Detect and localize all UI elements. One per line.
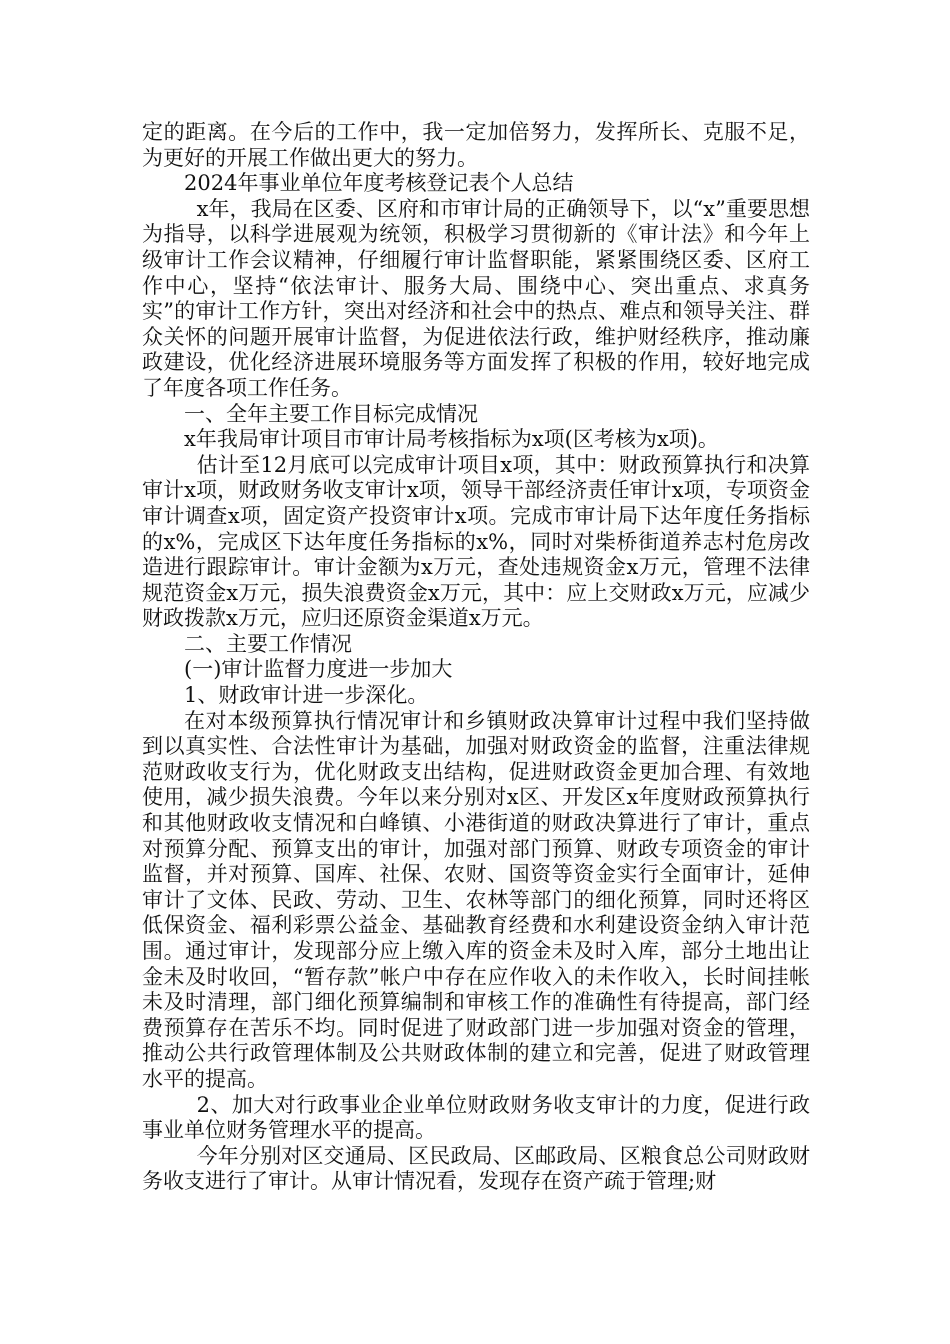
section-heading-1: 一、全年主要工作目标完成情况 bbox=[184, 401, 478, 426]
item-heading-1: 1、财政审计进一步深化。 bbox=[184, 683, 429, 708]
paragraph-completion: 估计至12月底可以完成审计项目x项，其中：财政预算执行和决算审计x项，财政财务收支审计x项，领导干部经济责任审计x项，专项资金审计调查x项，固定资产投资审计x项。完成市审计局下达年度任务指标的x%，完成区下达年度任务指标的x%，同时对柴桥街道养志村危房改造进行跟踪审计。审计金额为x万元，查处违规资金x万元，管理不法律规范资金x万元，损失浪费资金x万元，其中：应上交财政x万元，应减少财政拨款x万元，应归还原资金渠道x万元。 bbox=[142, 452, 810, 631]
item-heading-2: 2、加大对行政事业企业单位财政财务收支审计的力度，促进行政事业单位财务管理水平的提高。 bbox=[142, 1092, 810, 1143]
document-title: 2024年事业单位年度考核登记表个人总结 bbox=[184, 171, 574, 196]
paragraph-finance-audit: 在对本级预算执行情况审计和乡镇财政决算审计过程中我们坚持做到以真实性、合法性审计为基础，加强对财政资金的监督，注重法律规范财政收支行为，优化财政支出结构，促进财政资金更加合理、有效地使用，减少损失浪费。今年以来分别对x区、开发区x年度财政预算执行和其他财政收支情况和白峰镇、小港街道的财政决算进行了审计，重点对预算分配、预算支出的审计，加强对部门预算、财政专项资金的审计监督，并对预算、国库、社保、农财、国资等资金实行全面审计，延伸审计了文体、民政、劳动、卫生、农林等部门的细化预算，同时还将区低保资金、福利彩票公益金、基础教育经费和水利建设资金纳入审计范围。通过审计，发现部分应上缴入库的资金未及时入库，部分土地出让金未及时收回，“暂存款”帐户中存在应作收入的未作收入，长时间挂帐未及时清理，部门细化预算编制和审核工作的准确性有待提高，部门经费预算存在苦乐不均。同时促进了财政部门进一步加强对资金的管理，推动公共行政管理体制及公共财政体制的建立和完善，促进了财政管理水平的提高。 bbox=[142, 708, 810, 1091]
section-heading-2: 二、主要工作情况 bbox=[184, 631, 352, 656]
paragraph-unit-audit: 今年分别对区交通局、区民政局、区邮政局、区粮食总公司财政财务收支进行了审计。从审计情况看，发现存在资产疏于管理;财 bbox=[142, 1143, 810, 1194]
subsection-heading-1: (一)审计监督力度进一步加大 bbox=[184, 657, 453, 682]
paragraph-1: 定的距离。在今后的工作中，我一定加倍努力，发挥所长、克服不足，为更好的开展工作做出更大的努力。 bbox=[142, 120, 810, 170]
paragraph-target: x年我局审计项目市审计局考核指标为x项(区考核为x项)。 bbox=[184, 427, 719, 452]
document-body bbox=[142, 120, 810, 1195]
paragraph-intro: x年，我局在区委、区府和市审计局的正确领导下，以“x”重要思想为指导，以科学进展观为统领，积极学习贯彻新的《审计法》和今年上级审计工作会议精神，仔细履行审计监督职能，紧紧围绕区委、区府工作中心，坚持“依法审计、服务大局、围绕中心、突出重点、求真务实”的审计工作方针，突出对经济和社会中的热点、难点和领导关注、群众关怀的问题开展审计监督，为促进依法行政，维护财经秩序，推动廉政建设，优化经济进展环境服务等方面发挥了积极的作用，较好地完成了年度各项工作任务。 bbox=[142, 196, 810, 400]
